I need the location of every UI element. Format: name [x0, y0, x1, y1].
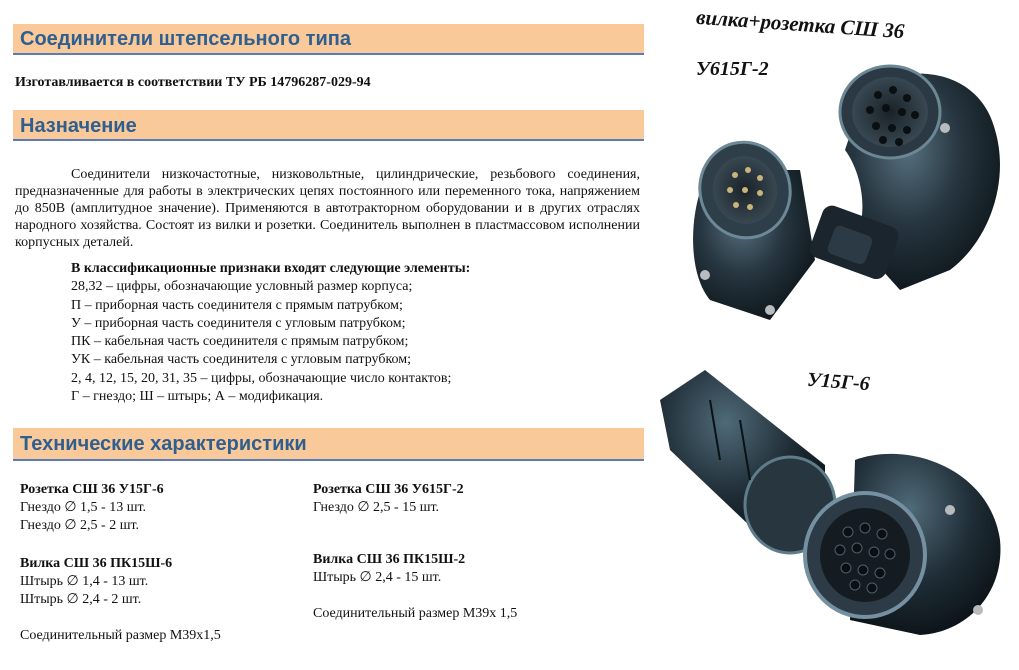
- photo-caption-model-top: У615Г-2: [696, 58, 769, 80]
- connection-size: Соединительный размер М39х 1,5: [313, 606, 518, 621]
- connection-size: Соединительный размер М39х1,5: [20, 628, 221, 643]
- socket-title: Розетка СШ 36 У15Г-6: [20, 482, 164, 497]
- classification-item: П – приборная часть соединителя с прямым патрубком;: [71, 297, 403, 313]
- classification-item: У – приборная часть соединителя с угловым патрубком;: [71, 315, 406, 331]
- photo-caption-pair: вилка+розетка СШ 36: [695, 4, 906, 44]
- classification-item: Г – гнездо; Ш – штырь; А – модификация.: [71, 389, 324, 405]
- photo-caption-model-bottom: У15Г-6: [806, 368, 871, 396]
- description-paragraph: Соединители низкочастотные, низковольтные, цилиндрические, резьбового соединения, предназначенные для работы в электрических цепях постоянного или переменного тока, напряжением до 850В (амплитудное значение). Применяются в автотракторном оборудовании и в других отраслях народного хозяйства. Состоят из вилки и розетки. Соединитель выполнен в пластмассовом исполнении корпусных деталей.: [15, 167, 640, 250]
- plug-spec-line: Штырь ∅ 2,4 - 2 шт.: [20, 592, 142, 607]
- section-bar-connectors: [13, 24, 644, 55]
- section-bar-purpose: [13, 110, 644, 141]
- classification-item: ПК – кабельная часть соединителя с прямым патрубком;: [71, 334, 409, 350]
- socket-spec-line: Гнездо ∅ 2,5 - 15 шт.: [313, 500, 440, 515]
- connector-photos: [650, 0, 1019, 670]
- plug-title: Вилка СШ 36 ПК15Ш-6: [20, 556, 173, 571]
- spec-column-right: [313, 481, 517, 623]
- plug-spec-line: Штырь ∅ 1,4 - 13 шт.: [20, 574, 149, 589]
- standard-note: Изготавливается в соответствии ТУ РБ 14796287-029-94: [15, 75, 371, 90]
- connector-pair-bottom-image: [650, 370, 1019, 640]
- classification-item: 2, 4, 12, 15, 20, 31, 35 – цифры, обозначающие число контактов;: [71, 370, 452, 386]
- plug-title: Вилка СШ 36 ПК15Ш-2: [313, 552, 466, 567]
- section-title-connectors: Соединители штепсельного типа: [20, 28, 351, 50]
- section-bar-specs: [13, 428, 644, 461]
- section-title-specs: Технические характеристики: [20, 433, 307, 455]
- classification-item: УК – кабельная часть соединителя с угловым патрубком;: [71, 352, 412, 368]
- connector-pair-top-image: [650, 40, 1019, 370]
- plug-spec-line: Штырь ∅ 2,4 - 15 шт.: [313, 570, 442, 585]
- classification-item: 28,32 – цифры, обозначающие условный размер корпуса;: [71, 279, 413, 295]
- classification-heading: В классификационные признаки входят следующие элементы:: [71, 261, 471, 276]
- socket-title: Розетка СШ 36 У615Г-2: [313, 482, 464, 497]
- spec-column-left: [20, 481, 221, 645]
- section-title-purpose: Назначение: [20, 115, 137, 137]
- classification-block: [71, 260, 470, 406]
- socket-spec-line: Гнездо ∅ 1,5 - 13 шт.: [20, 500, 147, 515]
- socket-spec-line: Гнездо ∅ 2,5 - 2 шт.: [20, 518, 140, 533]
